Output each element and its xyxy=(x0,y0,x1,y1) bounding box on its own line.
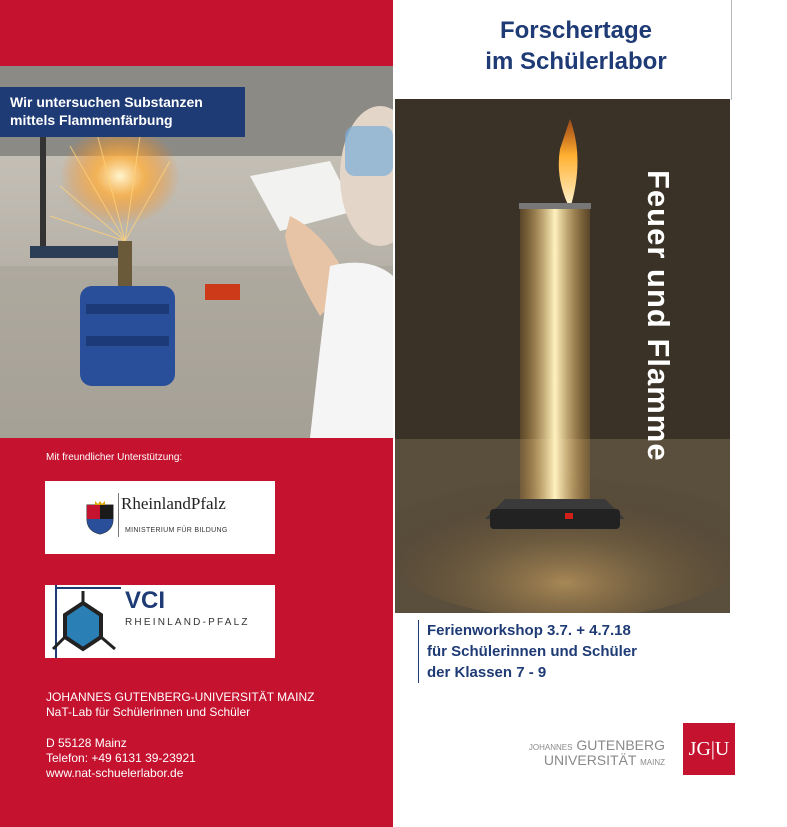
jgu-wordmark xyxy=(505,737,665,768)
caption-line-1: Wir untersuchen Substanzen xyxy=(10,94,203,110)
caption-line-2: mittels Flammenfärbung xyxy=(10,112,173,128)
vci-logo xyxy=(45,585,275,658)
jgu-big-1: GUTENBERG xyxy=(576,737,665,753)
workshop-info xyxy=(418,620,637,683)
logo-divider xyxy=(118,493,119,537)
university-contact xyxy=(46,690,314,781)
jgu-small-1: JOHANNES xyxy=(528,743,573,752)
title-line-2: im Schülerlabor xyxy=(485,48,667,75)
page-title xyxy=(393,15,759,77)
website-link[interactable]: www.nat-schuelerlabor.de xyxy=(46,766,184,780)
vertical-title xyxy=(628,170,688,550)
workshop-dates: Ferienworkshop 3.7. + 4.7.18 xyxy=(427,622,631,639)
vertical-title-text: Feuer und Flamme xyxy=(641,170,676,462)
phone: Telefon: +49 6131 39-23921 xyxy=(46,751,196,765)
coat-of-arms-icon xyxy=(85,501,115,535)
jgu-small-2: MAINZ xyxy=(640,758,665,767)
rlp-name: RheinlandPfalz xyxy=(121,494,226,513)
workshop-grades: der Klassen 7 - 9 xyxy=(427,664,547,681)
title-line-1: Forschertage xyxy=(499,17,653,44)
university-name: JOHANNES GUTENBERG-UNIVERSITÄT MAINZ xyxy=(46,690,315,704)
lab-name: NaT-Lab für Schülerinnen und Schüler xyxy=(46,705,251,719)
rlp-logo xyxy=(45,481,275,554)
jgu-big-2: UNIVERSITÄT xyxy=(543,752,637,768)
address: D 55128 Mainz xyxy=(46,736,127,750)
support-label: Mit freundlicher Unterstützung: xyxy=(46,452,183,463)
vci-hexagon-icon xyxy=(45,585,121,658)
vci-name: VCI xyxy=(125,587,166,614)
rlp-ministry: MINISTERIUM FÜR BILDUNG xyxy=(125,527,228,534)
workshop-audience: für Schülerinnen und Schüler xyxy=(427,643,638,660)
vci-region: RHEINLAND-PFALZ xyxy=(125,617,250,628)
jgu-logo-mark: JG|U xyxy=(683,723,735,775)
photo-caption xyxy=(0,87,245,137)
